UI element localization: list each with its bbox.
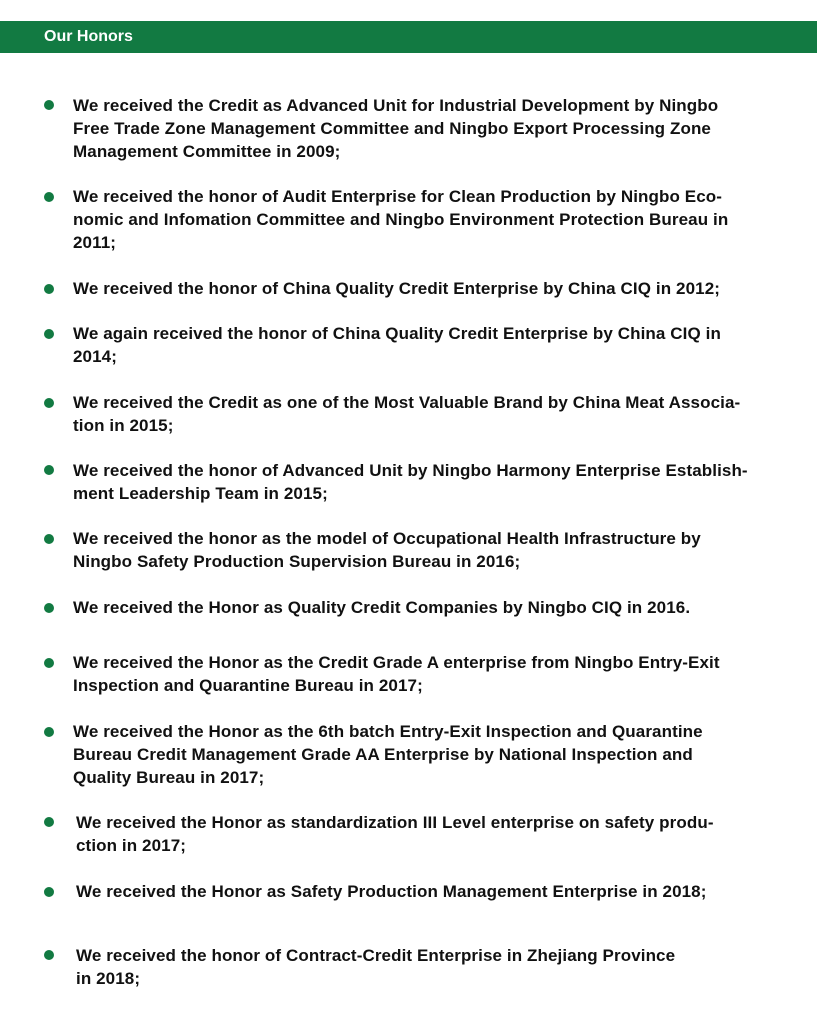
honor-text: We again received the honor of China Quality Credit Enterprise by China CIQ in 2014;	[73, 324, 721, 366]
honor-text: We received the honor of Audit Enterprise for Clean Production by Ningbo Eco- nomic and Infomation Committee and Ningbo Environment Protection Bureau in 2011;	[73, 187, 729, 252]
bullet-dot-icon	[44, 284, 54, 294]
honor-text: We received the honor as the model of Occupational Health Infrastructure by Ningbo Safety Production Supervision Bureau in 2016;	[73, 529, 701, 571]
honor-text: We received the honor of Advanced Unit by Ningbo Harmony Enterprise Establish- ment Leadership Team in 2015;	[73, 461, 748, 503]
page-title: Our Honors	[44, 28, 133, 45]
bullet-dot-icon	[44, 603, 54, 613]
bullet-dot-icon	[44, 534, 54, 544]
bullet-dot-icon	[44, 817, 54, 827]
honor-text: We received the Credit as one of the Most Valuable Brand by China Meat Associa- tion in 2015;	[73, 393, 741, 435]
honor-text: We received the Honor as Quality Credit Companies by Ningbo CIQ in 2016.	[73, 598, 691, 617]
bullet-dot-icon	[44, 329, 54, 339]
bullet-dot-icon	[44, 100, 54, 110]
header-bar	[0, 21, 817, 53]
bullet-dot-icon	[44, 887, 54, 897]
honor-text: We received the Honor as the 6th batch Entry-Exit Inspection and Quarantine Bureau Credit Management Grade AA Enterprise by National Inspection and Quality Bureau in 2017;	[73, 722, 703, 787]
bullet-dot-icon	[44, 727, 54, 737]
honor-text: We received the Honor as the Credit Grade A enterprise from Ningbo Entry-Exit Inspection and Quarantine Bureau in 2017;	[73, 653, 720, 695]
bullet-dot-icon	[44, 192, 54, 202]
bullet-dot-icon	[44, 465, 54, 475]
honor-text: We received the honor of China Quality Credit Enterprise by China CIQ in 2012;	[73, 279, 721, 298]
honor-text: We received the Honor as Safety Production Management Enterprise in 2018;	[76, 882, 707, 901]
honor-text: We received the honor of Contract-Credit Enterprise in Zhejiang Province in 2018;	[76, 946, 676, 988]
honor-text: We received the Credit as Advanced Unit for Industrial Development by Ningbo Free Trade Zone Management Committee and Ningbo Export Processing Zone Management Committee in 2009;	[73, 96, 719, 161]
bullet-dot-icon	[44, 398, 54, 408]
bullet-dot-icon	[44, 658, 54, 668]
bullet-dot-icon	[44, 950, 54, 960]
honor-text: We received the Honor as standardization III Level enterprise on safety produ- ction in 2017;	[76, 813, 714, 855]
